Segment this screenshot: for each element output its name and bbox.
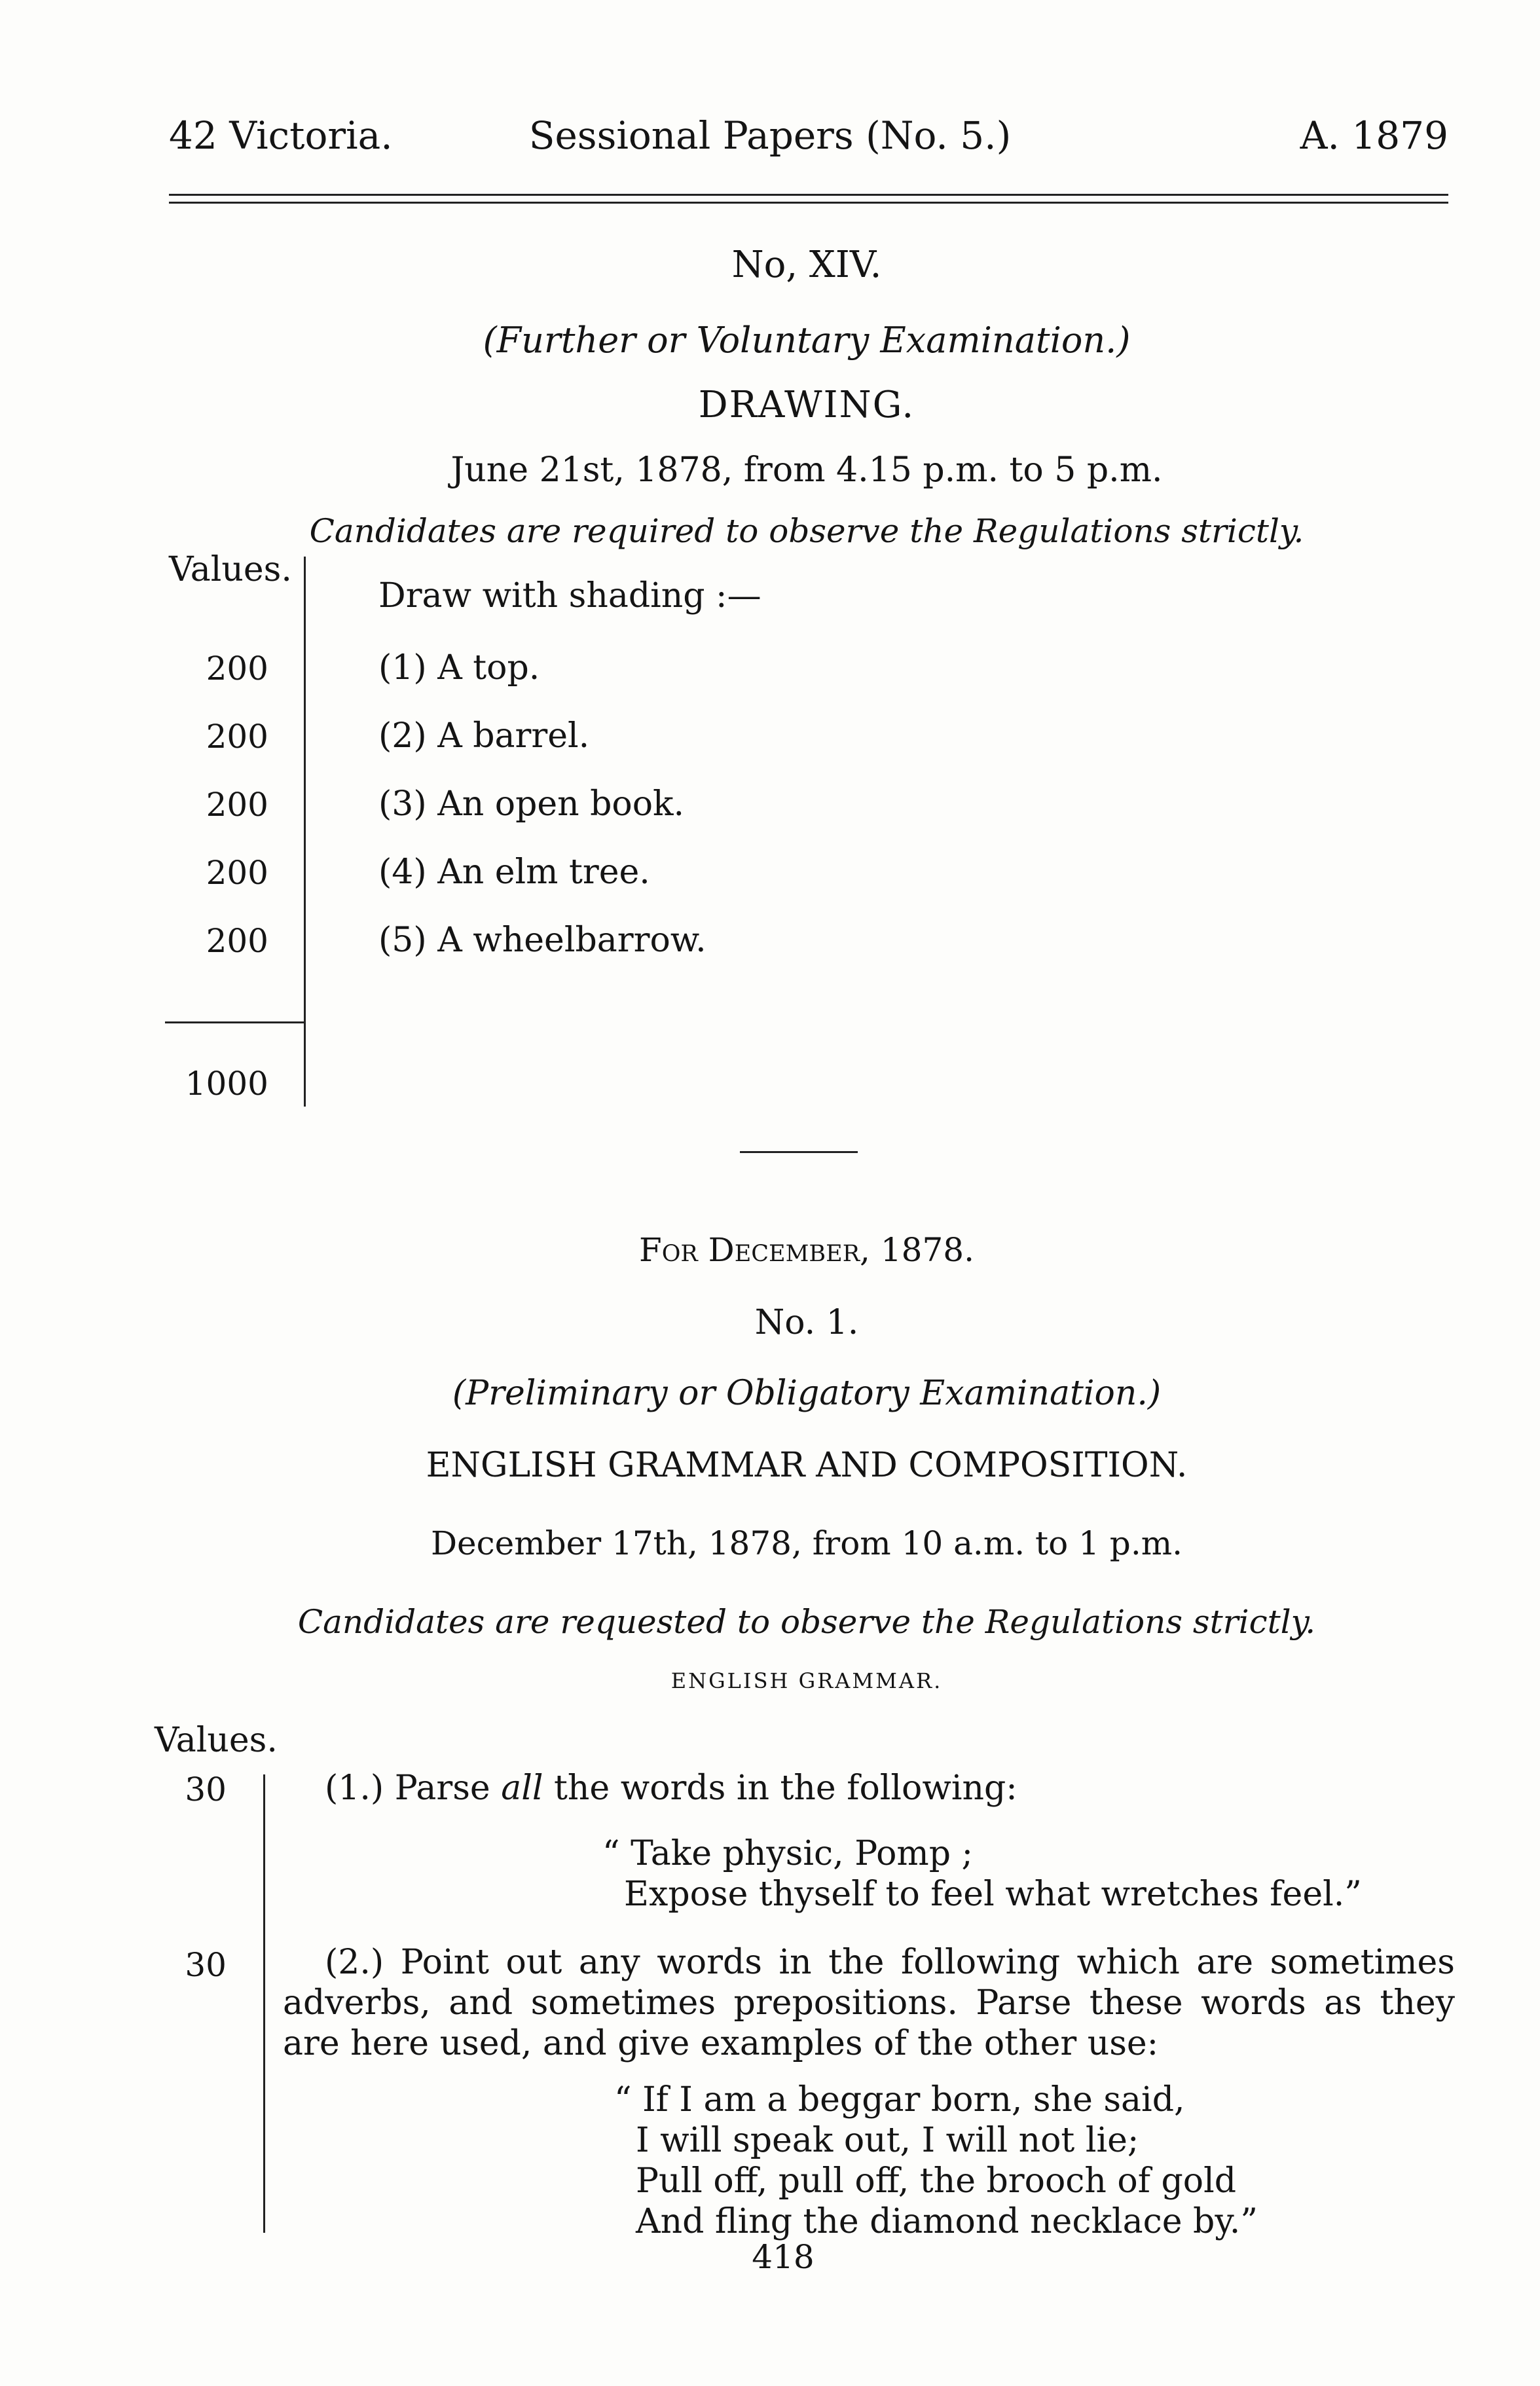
header-center: Sessional Papers (No. 5.) xyxy=(528,113,1012,158)
header-double-rule-bottom xyxy=(169,202,1448,204)
exam1-subject: DRAWING. xyxy=(698,384,915,426)
exam1-item: (1) A top. xyxy=(378,648,540,688)
exam1-item: (3) An open book. xyxy=(378,784,685,824)
exam1-item-value: 200 xyxy=(206,650,268,688)
exam2-quote-1: “ Take physic, Pomp ; Expose thyself to feel what wretches feel.” xyxy=(602,1834,1362,1914)
header-right: A. 1879 xyxy=(1300,113,1448,158)
exam1-item: (5) A wheelbarrow. xyxy=(378,921,706,960)
question-text: (1.) Parse xyxy=(325,1769,502,1808)
exam2-values-divider xyxy=(263,1774,265,2233)
exam1-item-value: 200 xyxy=(206,786,268,824)
exam1-total: 1000 xyxy=(185,1065,268,1103)
exam1-instruction: Draw with shading :— xyxy=(378,576,761,615)
question-emphasis: all xyxy=(501,1769,543,1808)
exam2-question-2: (2.) Point out any words in the following which are sometimes adverbs, and sometimes prepositions. Parse these words as they are here used, and give examples of the other use: xyxy=(283,1943,1455,2063)
exam1-date: June 21st, 1878, from 4.15 p.m. to 5 p.m. xyxy=(450,450,1163,490)
exam2-question-value: 30 xyxy=(185,1946,227,1984)
exam2-regulation: Candidates are requested to observe the Regulations strictly. xyxy=(297,1603,1316,1641)
exam1-item-value: 200 xyxy=(206,922,268,960)
exam1-item-value: 200 xyxy=(206,718,268,756)
page-number: 418 xyxy=(752,2238,815,2276)
section-separator xyxy=(740,1151,858,1153)
exam2-period: For December, 1878. xyxy=(639,1231,974,1269)
exam2-quote-2: “ If I am a beggar born, she said, I will speak out, I will not lie; Pull off, pull off, the brooch of gold And fling the diamond necklace by.” xyxy=(614,2080,1258,2241)
exam1-kind: (Further or Voluntary Examination.) xyxy=(483,320,1131,361)
exam1-regulation: Candidates are required to observe the Regulations strictly. xyxy=(309,512,1304,550)
exam2-question-1 xyxy=(325,1768,1018,1808)
exam1-item: (2) A barrel. xyxy=(378,716,590,756)
exam1-values-heading: Values. xyxy=(169,550,292,589)
exam1-item: (4) An elm tree. xyxy=(378,853,650,892)
header-double-rule-top xyxy=(169,194,1448,196)
exam1-values-divider xyxy=(304,557,306,1107)
question-text: the words in the following: xyxy=(543,1769,1018,1808)
exam2-question-value: 30 xyxy=(185,1771,227,1808)
exam2-number: No. 1. xyxy=(754,1303,859,1342)
exam2-date: December 17th, 1878, from 10 a.m. to 1 p.m. xyxy=(430,1524,1183,1562)
exam2-section-heading: ENGLISH GRAMMAR. xyxy=(670,1668,943,1693)
exam2-subject: ENGLISH GRAMMAR AND COMPOSITION. xyxy=(426,1446,1188,1485)
exam2-values-heading: Values. xyxy=(155,1721,278,1760)
exam2-kind: (Preliminary or Obligatory Examination.) xyxy=(452,1374,1162,1413)
exam1-number: No, XIV. xyxy=(731,244,882,286)
header-left: 42 Victoria. xyxy=(169,113,393,158)
exam1-item-value: 200 xyxy=(206,854,268,892)
exam1-total-rule xyxy=(165,1021,305,1023)
